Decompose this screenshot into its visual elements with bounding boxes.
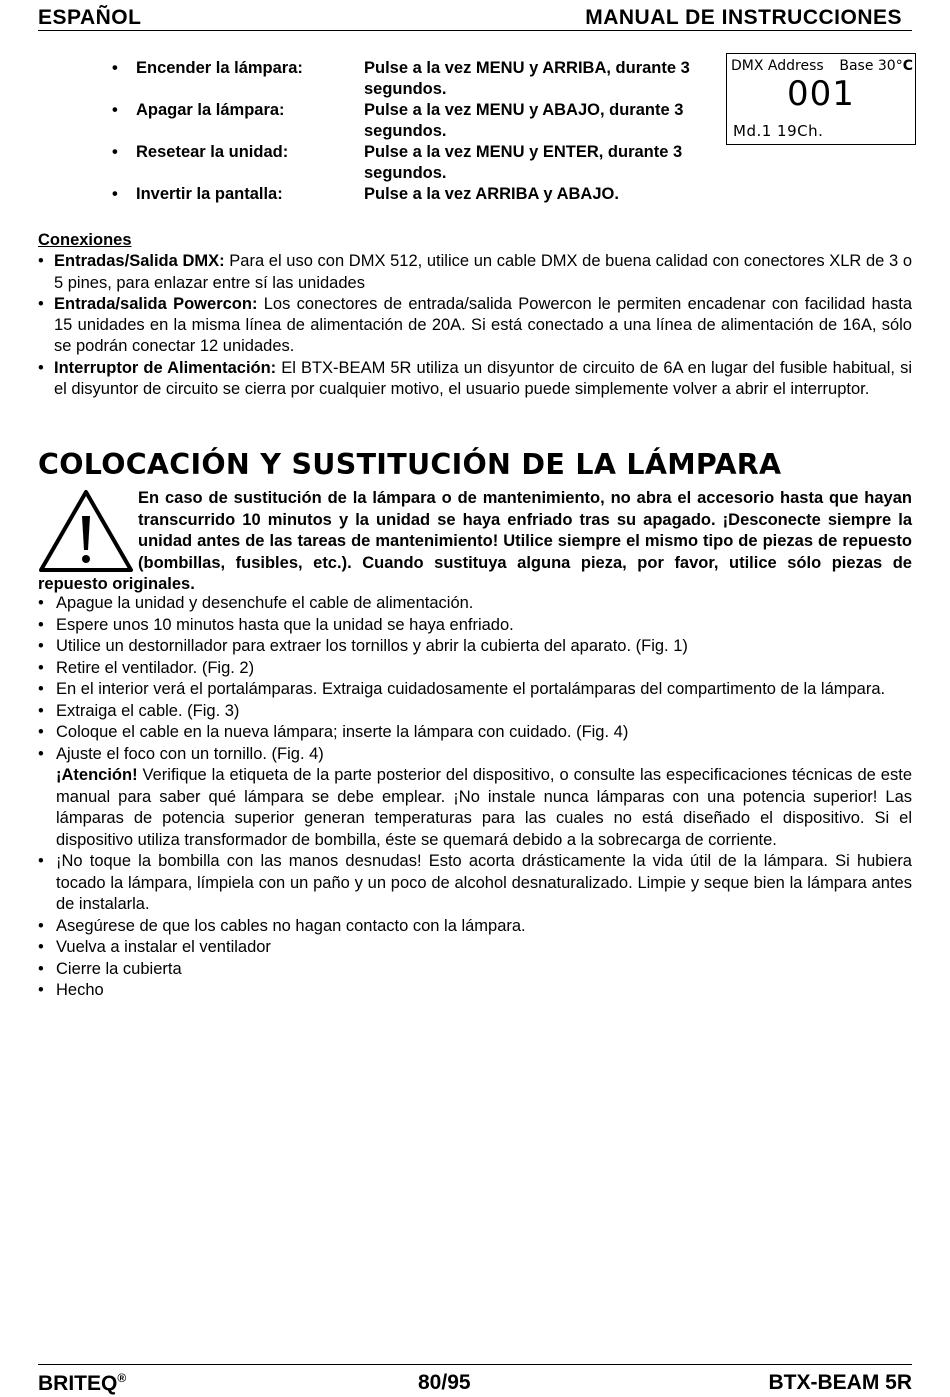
list-item: • Vuelva a instalar el ventilador	[38, 937, 912, 959]
list-item	[38, 251, 912, 294]
list-item: • ¡No toque la bombilla con las manos desnudas! Esto acorta drásticamente la vida útil de la lámpara. Si hubiera tocado la lámpara, límpiela con un paño y un poco de alcohol desnaturalizado. Limpie y seque bien la lámpara antes de instalarla.	[38, 851, 912, 916]
list-item: • Asegúrese de que los cables no hagan contacto con la lámpara.	[38, 916, 912, 938]
item-term: Interruptor de Alimentación:	[54, 358, 277, 377]
list-item	[38, 294, 912, 358]
list-item: • Hecho	[38, 980, 912, 1002]
brand-name: BRITEQ	[38, 1372, 118, 1395]
lcd-address-value: 001	[787, 74, 855, 114]
key-combo-item	[112, 184, 712, 205]
bullet: •	[112, 185, 118, 203]
list-item: • En el interior verá el portalámparas. Extraiga cuidadosamente el portalámparas del compartimento de la lámpara.	[38, 679, 912, 701]
list-item: • Ajuste el foco con un tornillo. (Fig. 4)	[38, 744, 912, 766]
lcd-base-temperature	[839, 58, 913, 74]
lcd-mode: Md.1 19Ch.	[733, 122, 824, 140]
connections-heading: Conexiones	[38, 231, 132, 249]
registered-mark: ®	[117, 1371, 127, 1385]
header-language: ESPAÑOL	[38, 6, 142, 29]
connections-section	[38, 230, 912, 400]
page-number: 80/95	[418, 1371, 471, 1394]
item-text: El BTX-BEAM 5R utiliza un disyuntor de circuito de 6A en lugar del fusible habitual, si el disyuntor de circuito se cierra por cualquier motivo, el usuario puede simplemente volver a abrir el interruptor.	[54, 358, 912, 399]
attention-note	[38, 765, 912, 851]
bullet: •	[112, 143, 118, 161]
lcd-dmx-address-label: DMX Address	[731, 58, 824, 74]
item-term: Entrada/salida Powercon:	[54, 294, 258, 313]
key-combo-label: Invertir la pantalla:	[136, 185, 283, 203]
key-combo-item	[112, 58, 712, 100]
attention-term: ¡Atención!	[56, 766, 138, 784]
bullet: •	[112, 101, 118, 119]
footer-model: BTX-BEAM 5R	[768, 1371, 912, 1394]
list-item: • Espere unos 10 minutos hasta que la unidad se haya enfriado.	[38, 615, 912, 637]
list-item	[38, 358, 912, 401]
key-combo-value: Pulse a la vez MENU y ARRIBA, durante 3 segundos.	[364, 59, 690, 98]
warning-block	[38, 488, 912, 596]
list-item: • Coloque el cable en la nueva lámpara; inserte la lámpara con cuidado. (Fig. 4)	[38, 722, 912, 744]
key-combo-label: Encender la lámpara:	[136, 59, 303, 77]
warning-text: En caso de sustitución de la lámpara o de mantenimiento, no abra el accesorio hasta que hayan transcurrido 10 minutos y la unidad se haya enfriado tras su apagado. ¡Desconecte siempre la unidad antes de las tareas de mantenimiento! Utilice siempre el mismo tipo de piezas de repuesto (bombillas, fusibles, etc.). Cuando sustituya alguna pieza, por favor, utilice sólo piezas de repuesto originales.	[38, 489, 912, 593]
lamp-section-title: COLOCACIÓN Y SUSTITUCIÓN DE LA LÁMPARA	[38, 448, 782, 481]
lcd-temperature-unit: C	[902, 58, 913, 74]
attention-text: Verifique la etiqueta de la parte posterior del dispositivo, o consulte las especificaciones técnicas de este manual para saber qué lámpara se debe emplear. ¡No instale nunca lámparas con una potencia superior! Las lámparas de potencia superior generan temperaturas para las cuales no está diseñado el dispositivo. Si el dispositivo utiliza transformador de bombilla, éste se quemará debido a la sobrecarga de corriente.	[56, 766, 912, 849]
warning-triangle-icon	[38, 488, 134, 574]
list-item: • Retire el ventilador. (Fig. 2)	[38, 658, 912, 680]
key-combos-list	[112, 58, 712, 205]
bullet: •	[112, 59, 118, 77]
key-combo-item	[112, 142, 712, 184]
list-item: • Extraiga el cable. (Fig. 3)	[38, 701, 912, 723]
lamp-steps-list	[38, 593, 912, 1002]
key-combo-label: Apagar la lámpara:	[136, 101, 285, 119]
footer-brand	[38, 1371, 126, 1396]
key-combo-value: Pulse a la vez ARRIBA y ABAJO.	[364, 185, 619, 203]
list-item: • Utilice un destornillador para extraer los tornillos y abrir la cubierta del aparato. (Fig. 1)	[38, 636, 912, 658]
key-combo-label: Resetear la unidad:	[136, 143, 289, 161]
lcd-base-label: Base 30°	[839, 58, 903, 74]
item-text: Los conectores de entrada/salida Powercon le permiten encadenar con facilidad hasta 15 unidades en la misma línea de alimentación de 20A. Si está conectado a una línea de alimentación de 16A, sólo se podrán conectar 12 unidades.	[54, 294, 912, 356]
header-title: MANUAL DE INSTRUCCIONES	[585, 6, 902, 29]
page-header	[38, 2, 912, 31]
item-text: Para el uso con DMX 512, utilice un cable DMX de buena calidad con conectores XLR de 3 o 5 pines, para enlazar entre sí las unidades	[54, 252, 913, 292]
key-combo-value: Pulse a la vez MENU y ENTER, durante 3 segundos.	[364, 143, 683, 182]
lcd-display-figure	[726, 53, 916, 145]
page-footer	[38, 1364, 912, 1397]
list-item: • Cierre la cubierta	[38, 959, 912, 981]
item-term: Entradas/Salida DMX:	[54, 252, 225, 271]
key-combo-item	[112, 100, 712, 142]
list-item: • Apague la unidad y desenchufe el cable de alimentación.	[38, 593, 912, 615]
key-combo-value: Pulse a la vez MENU y ABAJO, durante 3 segundos.	[364, 101, 684, 140]
